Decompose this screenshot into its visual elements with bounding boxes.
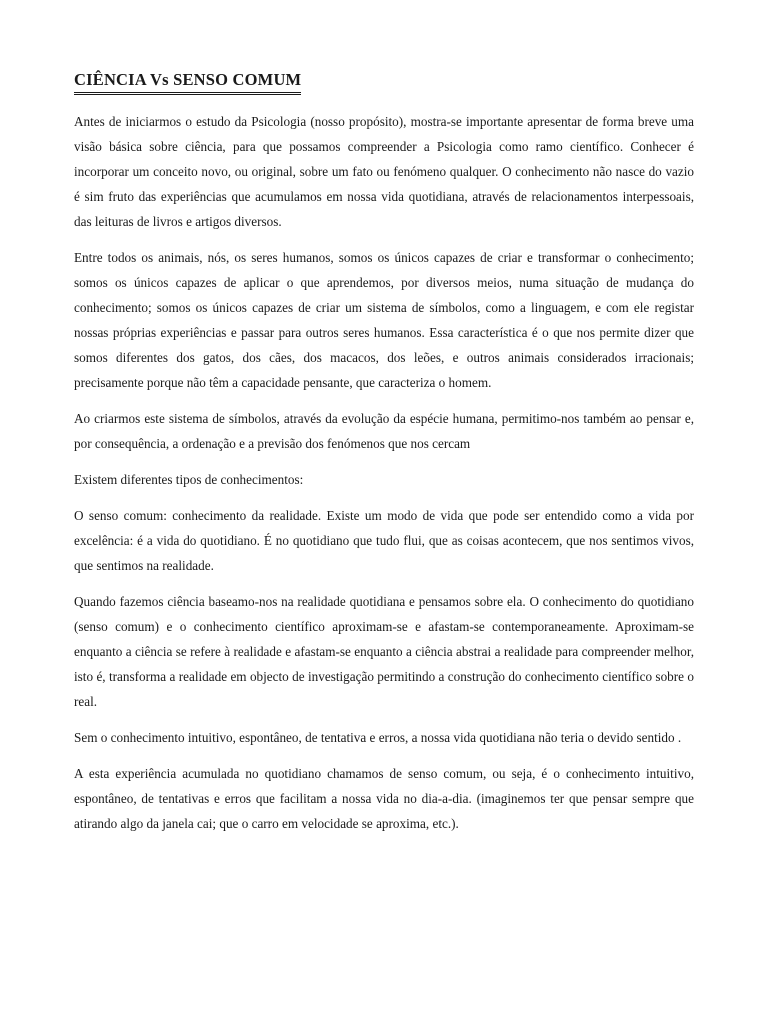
- paragraph-humans: Entre todos os animais, nós, os seres humanos, somos os únicos capazes de criar e transformar o conhecimento; somos os únicos capazes de aplicar o que aprendemos, por diversos meios, numa situação de mudança do conhecimento; somos os únicos capazes de criar um sistema de símbolos, como a linguagem, e com ele registar nossas próprias experiências e passar para outros seres humanos. Essa característica é o que nos permite dizer que somos diferentes dos gatos, dos cães, dos macacos, dos leões, e outros animais considerados irracionais; precisamente porque não têm a capacidade pensante, que caracteriza o homem.: [74, 250, 694, 390]
- paragraph-common-sense: O senso comum: conhecimento da realidade. Existe um modo de vida que pode ser entendido como a vida por excelência: é a vida do quotidiano. É no quotidiano que tudo flui, que as coisas acontecem, que nos sentimos vivos, que sentimos na realidade.: [74, 508, 694, 573]
- paragraph-symbols: Ao criarmos este sistema de símbolos, através da evolução da espécie humana, permitimo-nos também ao pensar e, por consequência, a ordenação e a previsão dos fenómenos que nos cercam: [74, 411, 694, 451]
- paragraph-science: Quando fazemos ciência baseamo-nos na realidade quotidiana e pensamos sobre ela. O conhecimento do quotidiano (senso comum) e o conhecimento científico aproximam-se e afastam-se contemporaneamente. Aproximam-se enquanto a ciência se refere à realidade e afastam-se enquanto a ciência abstrai a realidade para compreender melhor, isto é, transforma a realidade em objecto de investigação permitindo a construção do conhecimento científico sobre o real.: [74, 594, 694, 709]
- document-page: [74, 68, 694, 847]
- paragraph-types: Existem diferentes tipos de conhecimentos:: [74, 472, 304, 487]
- document-title: CIÊNCIA Vs SENSO COMUM: [74, 68, 301, 95]
- paragraph-intro: Antes de iniciarmos o estudo da Psicologia (nosso propósito), mostra-se importante apresentar de forma breve uma visão básica sobre ciência, para que possamos compreender a Psicologia como ramo científico. Conhecer é incorporar um conceito novo, ou original, sobre um fato ou fenómeno qualquer. O conhecimento não nasce do vazio é sim fruto das experiências que acumulamos em nossa vida quotidiana, através de relacionamentos interpessoais, das leituras de livros e artigos diversos.: [74, 114, 694, 229]
- paragraph-intuitive: Sem o conhecimento intuitivo, espontâneo, de tentativa e erros, a nossa vida quotidiana não teria o devido sentido .: [74, 730, 682, 745]
- paragraph-experience: A esta experiência acumulada no quotidiano chamamos de senso comum, ou seja, é o conhecimento intuitivo, espontâneo, de tentativas e erros que facilitam a nossa vida no dia-a-dia. (imaginemos ter que pensar sempre que atirando algo da janela cai; que o carro em velocidade se aproxima, etc.).: [74, 766, 694, 831]
